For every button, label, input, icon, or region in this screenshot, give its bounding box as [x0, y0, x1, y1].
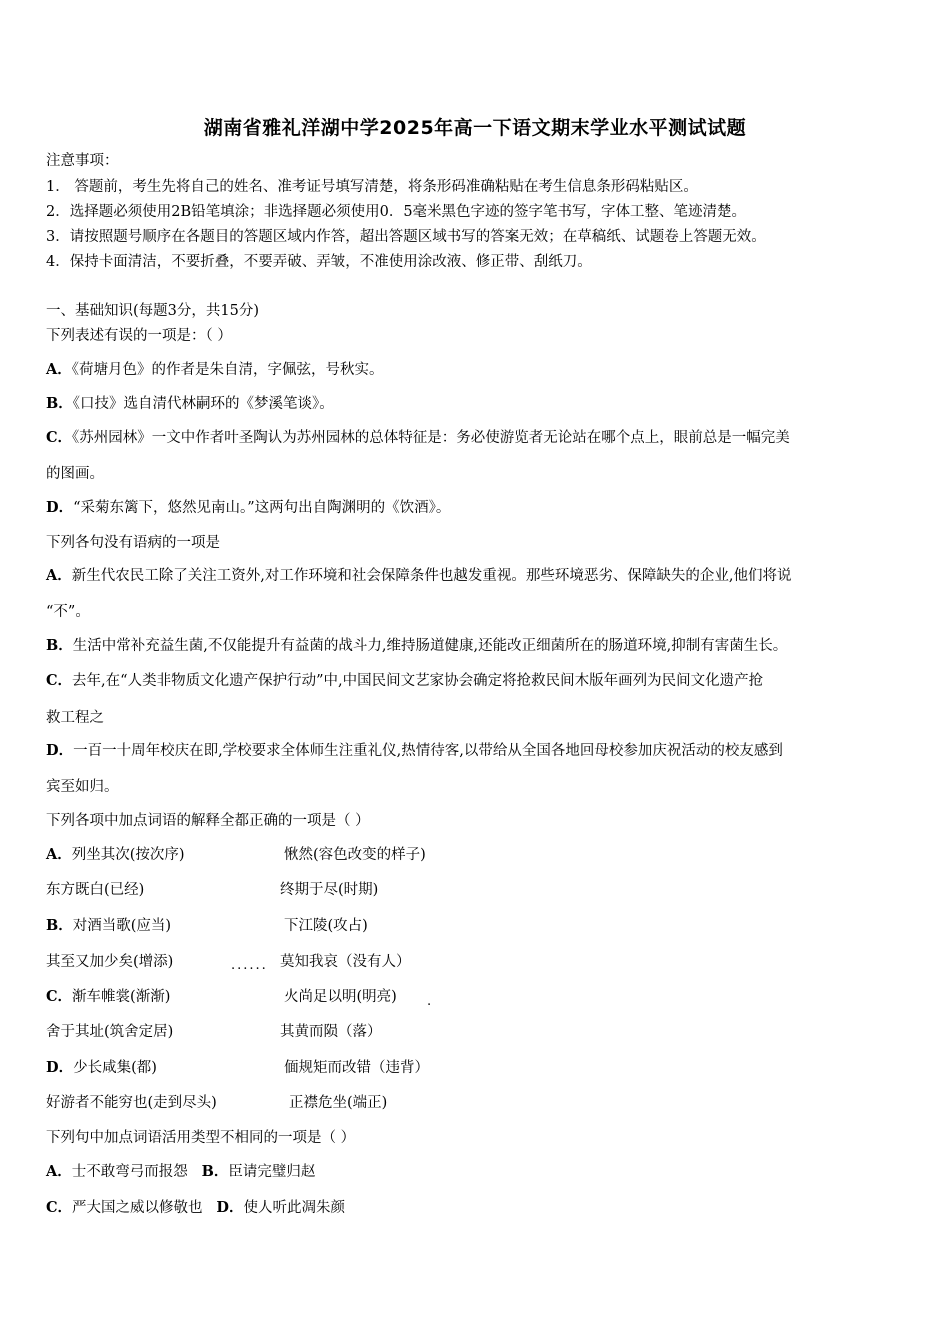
- q3-option-a-left-2: 东方既白(已经): [46, 882, 145, 898]
- q1-option-b: [46, 395, 334, 413]
- q3-option-d-left-2: 好游者不能穷也(走到尽头): [46, 1095, 217, 1111]
- option-text: 列坐其次(按次序): [71, 847, 185, 863]
- q3-option-c-left: [46, 988, 170, 1006]
- section-heading: 一、基础知识(每题3分，共15分): [46, 303, 259, 319]
- q3-option-b-right-2: 莫知我哀（没有人）: [280, 954, 411, 970]
- q3-option-d-left: [46, 1059, 157, 1077]
- q2-option-c-cont: 救工程之: [46, 710, 104, 726]
- option-text: 对酒当歌(应当): [72, 918, 172, 934]
- q1-option-a: [46, 361, 384, 379]
- q3-option-c-right: 火尚足以明(明亮): [284, 989, 397, 1005]
- notice-heading: 注意事项：: [46, 153, 119, 169]
- option-text: 《荷塘月色》的作者是朱自清，字佩弦，号秋实。: [71, 362, 384, 378]
- page-title: 湖南省雅礼洋湖中学2025年高一下语文期末学业水平测试试题: [203, 117, 747, 139]
- q4-options-ab: [46, 1163, 315, 1181]
- q3-option-a-left: [46, 846, 185, 864]
- option-label: C．: [46, 429, 73, 446]
- option-label: B．: [201, 1163, 229, 1180]
- q3-option-b-left-2: 其至又加少矣(增添): [46, 954, 174, 970]
- q3-option-b-left: [46, 917, 171, 935]
- notice-item-3: 3．请按照题号顺序在各题目的答题区域内作答，超出答题区域书写的答案无效；在草稿纸、试题卷上答题无效。: [46, 229, 766, 245]
- option-text: 少长咸集(都): [73, 1060, 157, 1076]
- q3-option-c-right-2: 其黄而陨（落）: [280, 1024, 382, 1040]
- option-text: “采菊东篱下，悠然见南山。”这两句出自陶渊明的《饮酒》。: [73, 500, 451, 516]
- option-label: D．: [216, 1199, 244, 1216]
- option-label: C．: [46, 1199, 73, 1216]
- option-label: D．: [46, 499, 74, 516]
- q1-stem: 下列表述有误的一项是：（ ）: [46, 328, 232, 344]
- option-label: A．: [46, 846, 72, 863]
- q3-option-c-left-2: 舍于其址(筑舍定居): [46, 1024, 174, 1040]
- notice-item-2: 2．选择题必须使用2B铅笔填涂；非选择题必须使用0．5毫米黑色字迹的签字笔书写，字体工整、笔迹清楚。: [46, 204, 747, 220]
- q3-option-a-right-2: 终期于尽(时期): [280, 882, 379, 898]
- option-text: 严大国之威以修敬也: [72, 1200, 203, 1216]
- option-label: C．: [46, 988, 73, 1005]
- q3-option-b-right: 下江陵(攻占): [284, 918, 368, 934]
- notice-item-1: 1． 答题前，考生先将自己的姓名、准考证号填写清楚，将条形码准确粘贴在考生信息条形码粘贴区。: [46, 179, 698, 195]
- option-text: 新生代农民工除了关注工资外,对工作环境和社会保障条件也越发重视。那些环境恶劣、保障缺失的企业,他们将说: [71, 568, 792, 584]
- option-label: A．: [46, 1163, 72, 1180]
- notice-item-4: 4．保持卡面清洁，不要折叠，不要弄破、弄皱，不准使用涂改液、修正带、刮纸刀。: [46, 254, 592, 270]
- emphasis-dots: ......: [231, 958, 268, 973]
- q2-stem: 下列各句没有语病的一项是: [46, 535, 220, 551]
- q2-option-d-cont: 宾至如归。: [46, 779, 119, 795]
- option-text: 一百一十周年校庆在即,学校要求全体师生注重礼仪,热情待客,以带给从全国各地回母校参加庆祝活动的校友感到: [73, 743, 783, 759]
- q3-option-d-right-2: 正襟危坐(端正): [289, 1095, 388, 1111]
- option-label: D．: [46, 742, 74, 759]
- q1-option-d: [46, 499, 450, 517]
- q1-option-c: [46, 429, 790, 447]
- q3-option-a-right: 愀然(容色改变的样子): [284, 847, 426, 863]
- option-text: 使人听此凋朱颜: [243, 1200, 345, 1216]
- option-label: B．: [46, 917, 73, 934]
- option-text: 渐车帷裳(渐渐): [72, 989, 171, 1005]
- option-text: 臣请完璧归赵: [228, 1164, 316, 1180]
- option-label: A．: [46, 361, 72, 378]
- option-label: A．: [46, 567, 72, 584]
- option-text: 去年,在“人类非物质文化遗产保护行动”中,中国民间文艺家协会确定将抢救民间木版年画列为民间文化遗产抢: [72, 673, 764, 689]
- q2-option-c: [46, 672, 763, 690]
- q4-options-cd: [46, 1199, 345, 1217]
- option-label: B．: [46, 637, 73, 654]
- q2-option-a-cont: “不”。: [46, 604, 90, 620]
- option-text: 士不敢弯弓而报怨: [71, 1164, 188, 1180]
- option-label: D．: [46, 1059, 74, 1076]
- q4-stem: 下列句中加点词语活用类型不相同的一项是（ ）: [46, 1130, 356, 1146]
- emphasis-dot: .: [427, 994, 432, 1009]
- option-text: 《口技》选自清代林嗣环的《梦溪笔谈》。: [72, 396, 334, 412]
- q2-option-b: [46, 637, 787, 655]
- option-label: B．: [46, 395, 73, 412]
- q1-option-c-cont: 的图画。: [46, 466, 104, 482]
- option-label: C．: [46, 672, 73, 689]
- q2-option-d: [46, 742, 783, 760]
- option-text: 《苏州园林》一文中作者叶圣陶认为苏州园林的总体特征是：务必使游览者无论站在哪个点上，眼前总是一幅完美: [72, 430, 790, 446]
- q2-option-a: [46, 567, 791, 585]
- option-text: 生活中常补充益生菌,不仅能提升有益菌的战斗力,维持肠道健康,还能改正细菌所在的肠道环境,抑制有害菌生长。: [72, 638, 788, 654]
- q3-stem: 下列各项中加点词语的解释全都正确的一项是（ ）: [46, 813, 370, 829]
- q3-option-d-right: 偭规矩而改错（违背）: [284, 1060, 429, 1076]
